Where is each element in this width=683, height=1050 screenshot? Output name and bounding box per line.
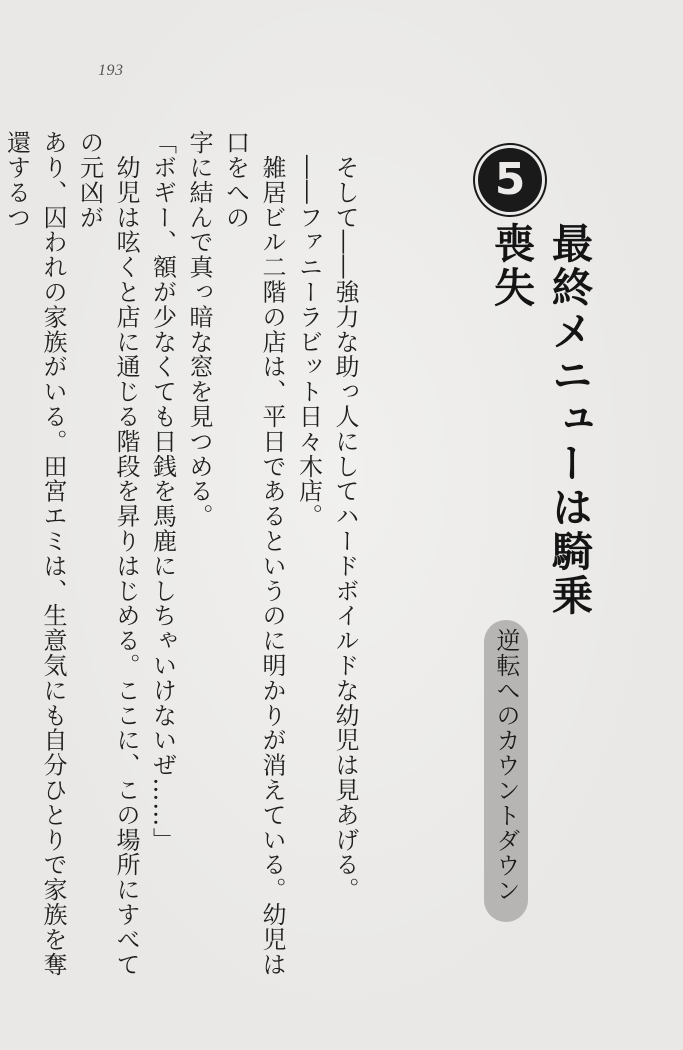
body-text — [0, 130, 363, 990]
body-line: 「ボギー、額が少なくても日銭を馬鹿にしちゃいけないぜ……」 — [148, 130, 177, 853]
page-number: 193 — [98, 62, 124, 79]
chapter-subtitle-banner — [484, 620, 528, 922]
body-line: そして――強力な助っ人にしてハードボイルドな幼児は見あげる。 — [331, 130, 359, 902]
chapter-title: 最終メニューは騎乗喪失 — [487, 222, 593, 618]
chapter-number-badge: 5 — [478, 148, 542, 212]
body-line: 幼児は呟くと店に通じる階段を昇りはじめる。ここに、この場所にすべての元凶が — [75, 130, 140, 977]
body-line: ――ファニーラビット日々木店。 — [294, 130, 323, 529]
body-line: あり、囚われの家族がいる。田宮エミは、生意気にも自分ひとりで家族を奪還するつ — [2, 130, 67, 977]
body-line: 雑居ビル二階の店は、平日であるというのに明かりが消えている。幼児は口をへの — [221, 130, 286, 977]
body-line: 字に結んで真っ暗な窓を見つめる。 — [185, 130, 213, 529]
chapter-subtitle: 逆転へのカウントダウン — [492, 628, 520, 903]
